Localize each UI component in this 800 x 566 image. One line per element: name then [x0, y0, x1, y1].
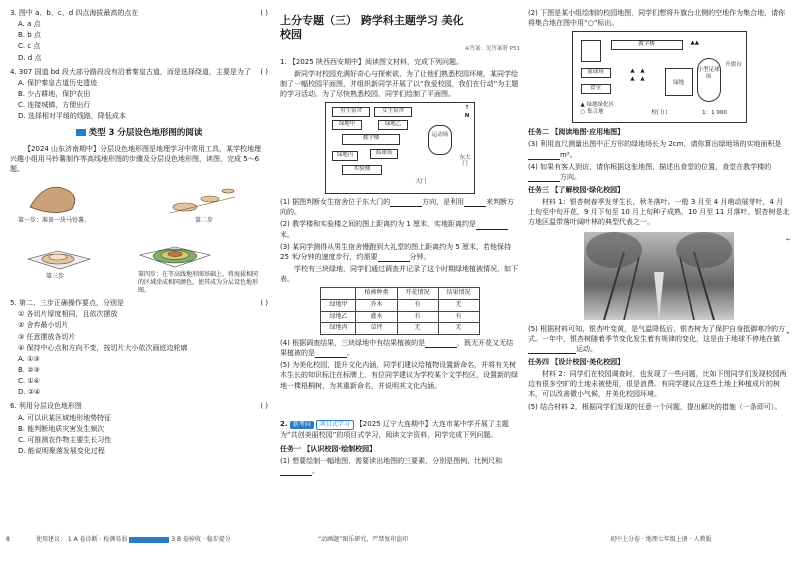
north-arrow-icon: ↑ N — [462, 105, 472, 121]
option: A. 保护秦皇古道历史遗迹 — [18, 78, 98, 87]
task-4-heading: 任务四 【设计校园·美化校园】 — [528, 357, 625, 366]
table-row: 绿地甲 乔木 有 无 — [321, 299, 479, 311]
ginkgo-avenue-photo — [584, 232, 734, 320]
option: B. b 点 — [18, 31, 41, 40]
answer-reference: ※答案：见答案册 P51 — [464, 45, 520, 52]
option: D. 选择相对平缓的线路，降低成本 — [18, 112, 126, 121]
q1-intro: 1. 【2025 陕西西安期中】阅读图文材料，完成下列问题。 — [280, 57, 463, 66]
option: C. c 点 — [18, 42, 41, 51]
map-gate: 大门 — [408, 179, 434, 187]
vegetation-table — [320, 287, 479, 335]
q2-intro: 2. 新考向 项目式学习 【2025 辽宁大连期中】大连市某中学开展了主题为“共创美丽校园”的项目式学习，阅读文字资料，同学完成下列问题。 — [280, 419, 509, 440]
q5-item: ④ 保持中心点和方向不变，按切片大小依次画底边轮廓 — [18, 343, 188, 352]
task-1-heading: 任务一 【认识校园·绘制校园】 — [280, 444, 377, 453]
option: C. ①④ — [18, 377, 40, 386]
map-sports-field: 运动场 — [428, 125, 452, 155]
map-green-b: 绿地乙 — [378, 120, 408, 130]
table-header-row: 植被种类 开花情况 结果情况 — [321, 288, 479, 300]
map-teaching-building: 教学楼 — [342, 134, 400, 145]
material-2: 材料 2：同学们在校园调查时，也发现了一些问题，比如下图同学们发现校园两边有很多空旷的土地未被使用，很是浪费。有同学建议在这些土地上种植成片的树木，可以改善微小气候，并美化校园环境。 — [528, 370, 787, 399]
q1-survey-text: 学校有三块绿地，同学们通过调查并记录了这个时期绿地植被情况，如下表。 — [280, 264, 518, 284]
q5-item: ③ 任意摆放各切片 — [18, 332, 76, 341]
footer-copyright: “动画题”图乐研究，严禁复印盗印 — [318, 536, 409, 543]
option: B. 少占耕地，保护农田 — [18, 89, 91, 98]
question-3: 3. 图中 a、b、c、d 四点海拔最高的点在 ( ) — [10, 9, 268, 17]
map-basketball-court: 篮球场 — [370, 149, 398, 159]
map-boys-dorm: 男生宿舍 — [332, 107, 370, 117]
map-east-gate: 东大门 — [459, 155, 471, 168]
map-green-a: 绿地甲 — [332, 120, 362, 130]
task-2-heading: 任务二 【阅读地图·应用地图】 — [528, 128, 625, 137]
map2-flag-platform: 升旗台 — [725, 62, 742, 69]
q1-part2: (2) 教学楼和实验楼之间的图上距离约为 1 厘米，实地距离约是米。 — [280, 219, 520, 239]
map-girls-dorm: 女生宿舍 — [374, 107, 412, 117]
q1-part3: (3) 某同学测得从男生宿舍慢跑到大礼堂的图上距离约为 5 厘米，若他保持 25 米/分钟的速度步行，约需要 分钟。 — [280, 242, 512, 261]
map-green-c: 绿地丙 — [332, 151, 358, 161]
layered-map-icon — [140, 247, 210, 267]
map2-soccer-field: 小型足球场 — [697, 58, 721, 102]
map2-basketball-court: 篮球场 — [581, 68, 611, 78]
potato-steps-figure — [10, 177, 268, 295]
column-left — [10, 8, 268, 457]
q6: (5) 结合材料 2，根据同学们发现的任意一个问题，提出解决的措施（一条即可）。 — [528, 402, 782, 411]
footer-usage-tip: 使用建议： 1 A 卷诊断 · 检测易弱 3 B 卷验收 · 稳步提分 — [36, 536, 231, 543]
map2-basketball-court-a — [581, 40, 601, 62]
margin-mark: ← — [786, 236, 792, 243]
option: C. 可推测农作物主要生长习性 — [18, 435, 112, 444]
step-3-label: 第三步 — [46, 273, 65, 281]
step-1-label: 第一步：准备一块马铃薯。 — [18, 217, 91, 225]
task-1-question: (1) 想要绘制一幅地图，需要读出地图的三要素，分别是图例、比例尺和。 — [280, 456, 503, 475]
q1-material: 新同学对校园充满好奇心与探索欲，为了让他们熟悉校园环境，某同学绘制了一幅校园平面图，并组织新同学开展了以“我爱校园，我们在行动”为主题的学习活动。为了尽快熟悉校园，同学们绘制了平面图。 — [280, 69, 519, 98]
option: A. a 点 — [18, 20, 41, 29]
step-4-label: 第四步：在等高线地形图基础上，将海拔相同的区域涂成相同颜色，使其成为分层设色地形图。 — [138, 271, 259, 294]
intro-text: 【2024 山东济南期中】分层设色地形图是地理学习中常用工具，某学校地理兴趣小组用马铃薯制作等高线地形图的步骤及分层设色地形图，读图，完成 5～6 题。 — [10, 144, 262, 173]
material-1: 材料 1：银杏树春季发芽生长，秋冬落叶。一般 3 月至 4 月萌动展芽叶，4 月上旬至中旬开花，9 月下旬至 10 月上旬种子成熟，10 月至 11 月落叶。银杏树是北方地区温带落叶阔叶林的典型代表之一。 — [528, 198, 790, 227]
contour-drawing-icon — [28, 251, 90, 269]
map2-green-trees: ▲ ▲ ▲ ▲ — [621, 68, 657, 94]
option: D. d 点 — [18, 53, 42, 62]
section-marker-icon — [76, 129, 86, 136]
task-3-heading: 任务三 【了解校园·绿化校园】 — [528, 185, 625, 194]
column-right — [528, 8, 790, 414]
page-number: 8 — [6, 536, 10, 543]
option: B. 能判断地质灾害发生频次 — [18, 424, 105, 433]
table-row: 绿地丙 草坪 无 无 — [321, 323, 479, 335]
q5-item: ① 各切片厚度相同，且依次摆放 — [18, 310, 118, 319]
answer-space — [280, 393, 520, 419]
map2-scale: 1：1 000 — [691, 110, 739, 118]
map2-green: 绿地 — [665, 68, 693, 96]
option: A. ①③ — [18, 354, 40, 363]
q1-part4: (4) 根据调查结果，三块绿地中有结果植被的是 ，既无开花又无结果植被的是 。 — [280, 339, 514, 358]
question-6: 6. 利用分层设色地形图 ( ) — [10, 402, 268, 411]
q5: (5) 根据材料可知，银杏叶变黄，是气温降低后，银杏树为了保护自身抵御寒冷的方式。一年中，银杏树随着季节变化发生着有规律的变化，这是由于地球不停地在做运动。 — [528, 324, 786, 353]
footer-book-title: 初中上分卷 · 地理七年级上册 · 人教版 — [610, 536, 712, 543]
option: D. 能说明聚落发展变化过程 — [18, 446, 105, 455]
ginkgo-trees-icon — [584, 232, 734, 320]
section-title: 类型 3 分层设色地形图的阅读 — [10, 127, 268, 139]
margin-mark: • — [786, 330, 790, 337]
option: B. ②③ — [18, 365, 40, 374]
campus-map — [325, 102, 475, 194]
map-lab-building: 实验楼 — [342, 165, 382, 175]
map2-canteen: 食堂 — [581, 84, 611, 94]
option: A. 可以识某区域地形地势特征 — [18, 413, 112, 422]
option: C. 连接城镇，方便出行 — [18, 101, 91, 110]
question-5: 5. 第二、三步正确操作要点，分别是 ( ) — [10, 299, 268, 308]
flag-icon: ▲▲ — [691, 40, 729, 48]
q2-part2: (2) 下图是某小组绘制的校园地图，同学们想将升旗台北侧的空地作为集合地，请你将集合地在图中用“○”标出。 — [528, 9, 786, 28]
question-4: 4. 307 国道 bd 段大部分路段没有沿着秦皇古道，而是选择绕道，主要是为了 ( ) — [10, 67, 268, 76]
map2-teaching-building: 教学楼 — [611, 40, 683, 50]
map2-gate: 校门口 — [645, 110, 675, 118]
slices-icon — [170, 189, 235, 213]
map2-legend: ▲ 绿地绿化区 ○ 集合地 — [581, 102, 621, 115]
step-2-label: 第二步 — [195, 217, 214, 225]
table-row: 绿地乙 灌木 有 有 — [321, 311, 479, 323]
q1-part1: (1) 据图判断女生宿舍位于东大门的 方向，是利用 来判断方向的。 — [280, 198, 515, 217]
page-title: 上分专题（三） 跨学科主题学习 美化 校园 — [280, 14, 464, 42]
potato-icon — [30, 187, 75, 212]
option: D. ②④ — [18, 388, 41, 397]
q1-part5: (5) 为美化校园，提升文化内涵，同学们建议给植物设置新命名，并将有关树木生长的知识标注在标牌上，有位同学建议为学校某个文学校区，设置新的绿地一棵梧桐树，为其重新命名，并说明其文化内涵。 — [280, 361, 518, 390]
q4: (4) 如果有客人到访，请你根据这张地图，描述出食堂的位置，食堂在教学楼的方向。 — [528, 162, 772, 181]
school-map-2 — [572, 31, 747, 123]
column-middle — [280, 8, 520, 478]
q3: (3) 利用直尺测量出图中正方形的绿地场长为 2cm，请你算出绿地场的实地面积是m²。 — [528, 140, 782, 159]
q5-item: ② 舍弃最小切片 — [18, 321, 69, 330]
